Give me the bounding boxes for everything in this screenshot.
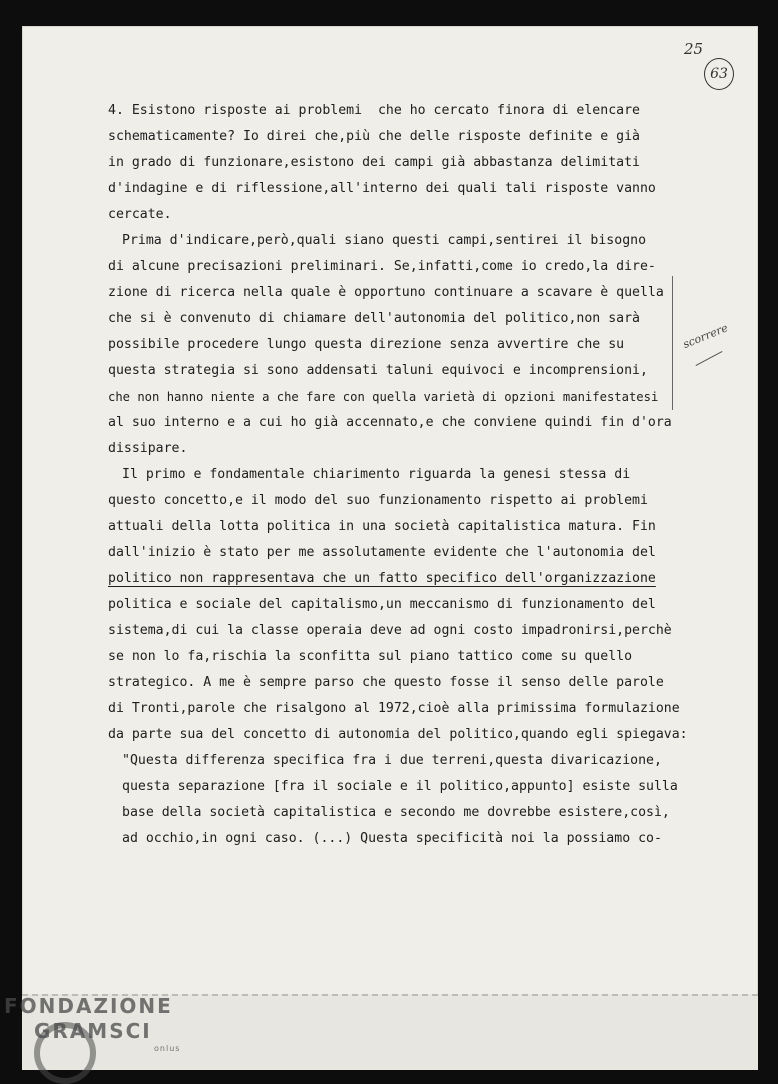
text-line: questa strategia si sono addensati taluni equivoci e incomprensioni, (108, 363, 648, 378)
watermark-line-3: onlus (154, 1044, 181, 1053)
text-line: se non lo fa,rischia la sconfitta sul piano tattico come su quello (108, 649, 633, 664)
quotation-block (108, 748, 678, 852)
text-line: da parte sua del concetto di autonomia del politico,quando egli spiegava: (108, 727, 688, 742)
text-line: al suo interno e a cui ho già accennato,e che conviene quindi fin d'ora (108, 415, 672, 430)
underlined-text-line: politico non rappresentava che un fatto specifico dell'organizzazione (108, 571, 656, 586)
text-line: zione di ricerca nella quale è opportuno continuare a scavare è quella (108, 285, 664, 300)
handwritten-margin-note: scorrere (681, 321, 730, 351)
typed-text-body (108, 98, 688, 852)
text-line: politica e sociale del capitalismo,un meccanismo di funzionamento del (108, 597, 656, 612)
quote-line: questa separazione [fra il sociale e il politico,appunto] esiste sulla (122, 779, 678, 794)
text-line: possibile procedere lungo questa direzione senza avvertire che su (108, 337, 625, 352)
paragraph-1 (108, 98, 678, 228)
quote-line: ad occhio,in ogni caso. (...) Questa specificità noi la possiamo co- (122, 831, 662, 846)
quote-line: "Questa differenza specifica fra i due terreni,questa divaricazione, (122, 753, 662, 768)
text-line: in grado di funzionare,esistono dei campi già abbastanza delimitati (108, 155, 640, 170)
text-line: Il primo e fondamentale chiarimento riguarda la genesi stessa di (122, 467, 631, 482)
text-line: cercate. (108, 207, 172, 222)
circled-page-number: 63 (704, 58, 734, 90)
text-line: attuali della lotta politica in una società capitalistica matura. Fin (108, 519, 656, 534)
text-line: schematicamente? Io direi che,più che delle risposte definite e già (108, 129, 640, 144)
paragraph-3 (108, 462, 688, 748)
text-line: che non hanno niente a che fare con quella varietà di opzioni manifestatesi (108, 390, 659, 404)
text-line: 4. Esistono risposte ai problemi che ho cercato finora di elencare (108, 103, 640, 118)
pencil-page-number: 25 (684, 40, 704, 58)
text-line: strategico. A me è sempre parso che questo fosse il senso delle parole (108, 675, 664, 690)
paragraph-2 (108, 228, 678, 462)
text-line: sistema,di cui la classe operaia deve ad ogni costo impadronirsi,perchè (108, 623, 672, 638)
text-line: dall'inizio è stato per me assolutamente evidente che l'autonomia del (108, 545, 656, 560)
quote-line: base della società capitalistica e secondo me dovrebbe esistere,così, (122, 805, 670, 820)
watermark-logo (4, 994, 180, 1054)
text-line: d'indagine e di riflessione,all'interno dei quali tali risposte vanno (108, 181, 656, 196)
text-line: questo concetto,e il modo del suo funzionamento rispetto ai problemi (108, 493, 648, 508)
text-line: che si è convenuto di chiamare dell'autonomia del politico,non sarà (108, 311, 640, 326)
text-line: Prima d'indicare,però,quali siano questi campi,sentirei il bisogno (122, 233, 647, 248)
watermark-line-1: FONDAZIONE (4, 994, 173, 1018)
watermark-line-2: GRAMSCI (34, 1019, 152, 1043)
text-line: dissipare. (108, 441, 188, 456)
text-line: di Tronti,parole che risalgono al 1972,cioè alla primissima formulazione (108, 701, 680, 716)
text-line: di alcune precisazioni preliminari. Se,infatti,come io credo,la dire- (108, 259, 656, 274)
